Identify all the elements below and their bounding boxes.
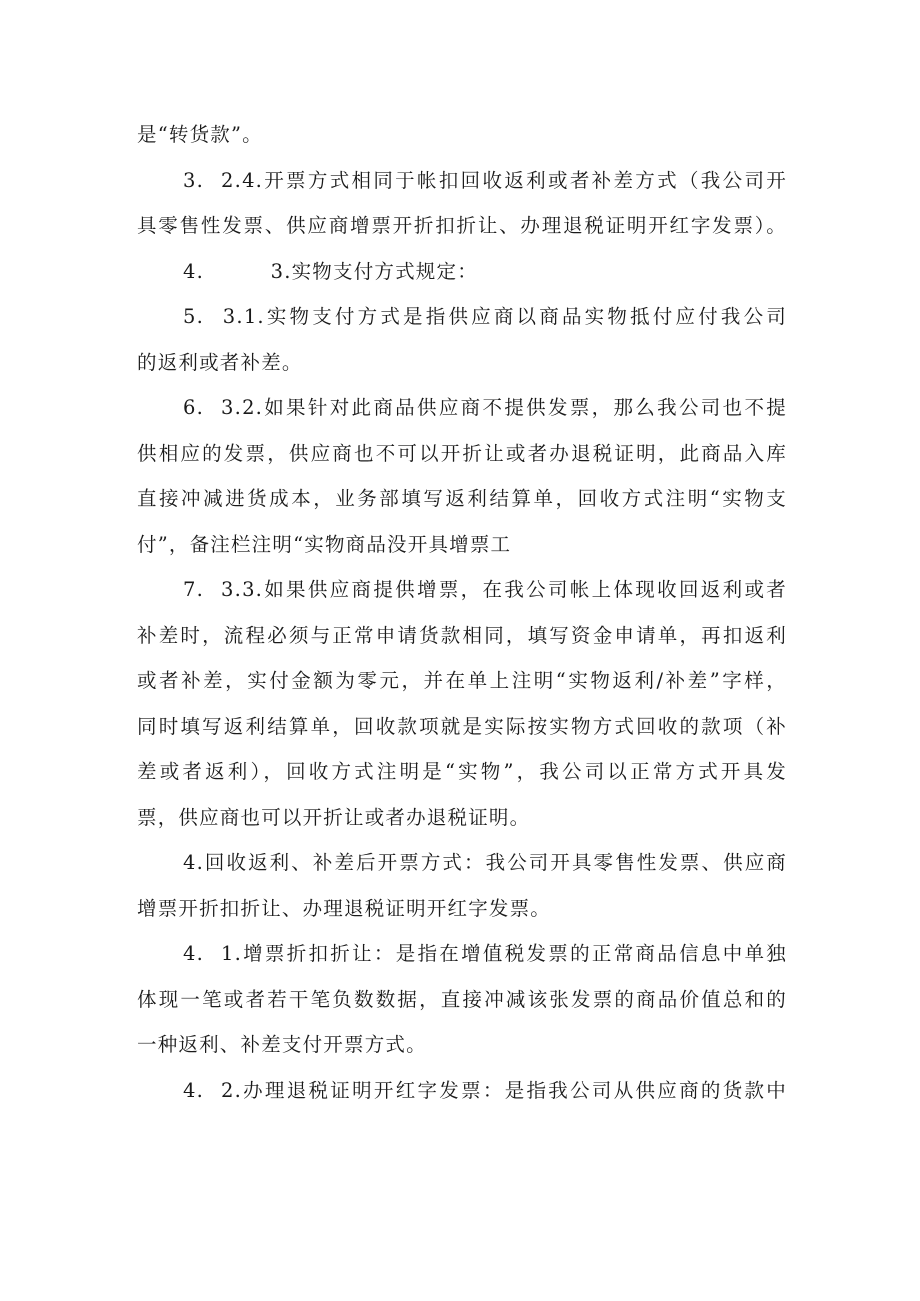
- text-line: 7. 3.3.如果供应商提供增票，在我公司帐上体现收回返利或者: [183, 578, 787, 601]
- text-line: 票，供应商也可以开折让或者办退税证明。: [137, 805, 531, 829]
- text-line: 的返利或者补差。: [137, 350, 303, 374]
- text-line: 是“转货款”。: [137, 123, 263, 146]
- text-line: 付”，备注栏注明“实物商品没开具增票工: [137, 532, 512, 556]
- text-line: 补差时，流程必须与正常申请货款相同，填写资金申请单，再扣返利: [137, 623, 787, 647]
- text-line: 4.回收返利、补差后开票方式：我公司开具零售性发票、供应商: [183, 851, 787, 874]
- text-line: 具零售性发票、供应商增票开折扣折让、办理退税证明开红字发票）。: [137, 214, 787, 237]
- text-line: 4. 3.实物支付方式规定：: [183, 259, 478, 283]
- text-line: 同时填写返利结算单，回收款项就是实际按实物方式回收的款项（补: [137, 714, 787, 738]
- text-line: 一种返利、补差支付开票方式。: [137, 1033, 427, 1056]
- text-line: 供相应的发票，供应商也不可以开折让或者办退税证明，此商品入库: [137, 441, 787, 465]
- text-line: 6. 3.2.如果针对此商品供应商不提供发票，那么我公司也不提: [183, 396, 787, 419]
- text-line: 4. 2.办理退税证明开红字发票：是指我公司从供应商的货款中: [183, 1078, 787, 1102]
- text-line: 直接冲减进货成本，业务部填写返利结算单，回收方式注明“实物支: [137, 487, 787, 510]
- document-body: [137, 112, 787, 1113]
- text-line: 4. 1.增票折扣折让：是指在增值税发票的正常商品信息中单独: [183, 942, 787, 965]
- text-line: 体现一笔或者若干笔负数数据，直接冲减该张发票的商品价值总和的: [137, 987, 787, 1011]
- text-line: 差或者返利），回收方式注明是“实物”，我公司以正常方式开具发: [137, 760, 787, 783]
- text-line: 或者补差，实付金额为零元，并在单上注明“实物返利/补差”字样，: [137, 669, 787, 692]
- text-line: 增票开折扣折让、办理退税证明开红字发票。: [137, 896, 552, 920]
- text-line: 3. 2.4.开票方式相同于帐扣回收返利或者补差方式（我公司开: [183, 168, 787, 192]
- text-line: 5. 3.1.实物支付方式是指供应商以商品实物抵付应付我公司: [183, 305, 787, 328]
